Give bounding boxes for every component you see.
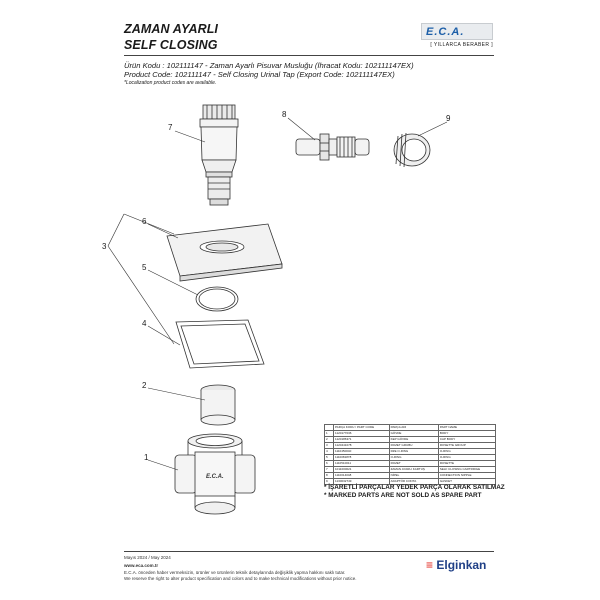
- footer-date: Mayıs 2024 / May 2024: [124, 555, 171, 560]
- footer-disclaimer-tr: E.C.A. önceden haber vermeksizin, ürünler ve ürünlerin teknik detaylarında değişiklik yapma hakkını saklı tutar.: [124, 570, 346, 575]
- row-no: 8: [325, 473, 334, 479]
- row-no: 3: [325, 443, 334, 449]
- row-name-en: CAP BODY: [438, 437, 495, 443]
- part-6-rosette: [167, 224, 282, 281]
- document-title-tr: ZAMAN AYARLI: [124, 22, 219, 36]
- row-name-tr: RZE O-RING: [389, 449, 438, 455]
- row-name-tr: ROZET GRUBU: [389, 443, 438, 449]
- row-name-tr: NİPEL: [389, 473, 438, 479]
- table-header-name-en: PART NAME: [438, 425, 495, 431]
- part-7-cartridge: [200, 105, 238, 205]
- row-no: 6: [325, 461, 334, 467]
- row-code: 1110081878: [334, 455, 390, 461]
- part-4-gasket: [176, 320, 264, 368]
- row-name-tr: ADAPTÖR CONTA: [389, 479, 438, 485]
- row-name-en: GASKET: [438, 479, 495, 485]
- spare-part-note-tr: * İŞARETLİ PARÇALAR YEDEK PARÇA OLARAK SATILMAZ: [324, 484, 505, 491]
- callout-3: 3: [102, 242, 107, 251]
- callout-8: 8: [282, 110, 287, 119]
- row-no: 1: [325, 431, 334, 437]
- callout-9: 9: [446, 114, 451, 123]
- part-2-cap-body: [201, 385, 235, 425]
- row-code: 1120186371: [334, 437, 390, 443]
- row-code: 1120177036: [334, 431, 390, 437]
- elginkan-mark-icon: ≡: [426, 558, 434, 572]
- callout-4: 4: [142, 319, 147, 328]
- row-name-tr: ZAMAN AYARLI KARTUŞ: [389, 467, 438, 473]
- row-code: 1110450040: [334, 449, 390, 455]
- callout-6: 6: [142, 217, 147, 226]
- callout-5: 5: [142, 263, 147, 272]
- spare-part-note-en: * MARKED PARTS ARE NOT SOLD AS SPARE PART: [324, 492, 482, 499]
- row-code: 1110014048: [334, 473, 390, 479]
- elginkan-brand-text: Elginkan: [436, 558, 487, 572]
- row-code: 1130032749: [334, 479, 390, 485]
- logo-text: E.C.A.: [426, 25, 465, 38]
- row-name-en: BODY: [438, 431, 495, 437]
- localization-note: *Localization product codes are available.: [124, 80, 217, 86]
- elginkan-logo: [426, 558, 486, 572]
- row-no: 4: [325, 449, 334, 455]
- row-name-tr: KEP GÖVDE: [389, 437, 438, 443]
- callout-2: 2: [142, 381, 147, 390]
- product-code-en: Product Code: 102111147 - Self Closing Urinal Tap (Export Code: 102111147EX): [124, 70, 395, 79]
- row-name-tr: ROZET: [389, 461, 438, 467]
- svg-text:E.C.A.: E.C.A.: [206, 474, 224, 480]
- row-name-tr: GÖVDE: [389, 431, 438, 437]
- row-no: 7: [325, 467, 334, 473]
- row-name-en: ROSETTE GROUP: [438, 443, 495, 449]
- leader-lines: [108, 118, 447, 470]
- logo-tagline: [ YILLARCA BERABER ]: [430, 42, 493, 48]
- table-header-code: PARÇA KODU / PART CODE: [334, 425, 390, 431]
- callout-7: 7: [168, 123, 173, 132]
- parts-table: [324, 424, 496, 485]
- product-code-tr: Ürün Kodu : 102111147 - Zaman Ayarlı Pisuvar Musluğu (İhracat Kodu: 102111147EX): [124, 61, 414, 70]
- table-row: [325, 467, 496, 473]
- part-8-nipple: [296, 134, 369, 160]
- part-1-body: [175, 434, 255, 514]
- row-no: 5: [325, 455, 334, 461]
- row-name-en: O-RING: [438, 455, 495, 461]
- row-no: 2: [325, 437, 334, 443]
- row-name-en: SELF CLOSING CARTRIDGE: [438, 467, 495, 473]
- table-header-name-tr: PARÇA ADI: [389, 425, 438, 431]
- row-code: 1110510011: [334, 461, 390, 467]
- row-code: 1120441078: [334, 443, 390, 449]
- part-5-oring: [196, 287, 238, 311]
- row-name-tr: O-RING: [389, 455, 438, 461]
- callout-1: 1: [144, 453, 149, 462]
- part-9-gasket: [394, 133, 430, 167]
- footer-disclaimer-en: We reserve the right to alter product specification and colors and to make technical modifications without prior notice.: [124, 576, 357, 581]
- row-name-en: O-RING: [438, 449, 495, 455]
- footer-url[interactable]: www.eca.com.tr: [124, 563, 159, 568]
- row-code: 1011000021: [334, 467, 390, 473]
- footer-divider: [124, 551, 494, 552]
- row-name-en: CONNECTION NIPPLE: [438, 473, 495, 479]
- row-no: 9: [325, 479, 334, 485]
- document-title-en: SELF CLOSING: [124, 38, 218, 52]
- row-name-en: ROSETTE: [438, 461, 495, 467]
